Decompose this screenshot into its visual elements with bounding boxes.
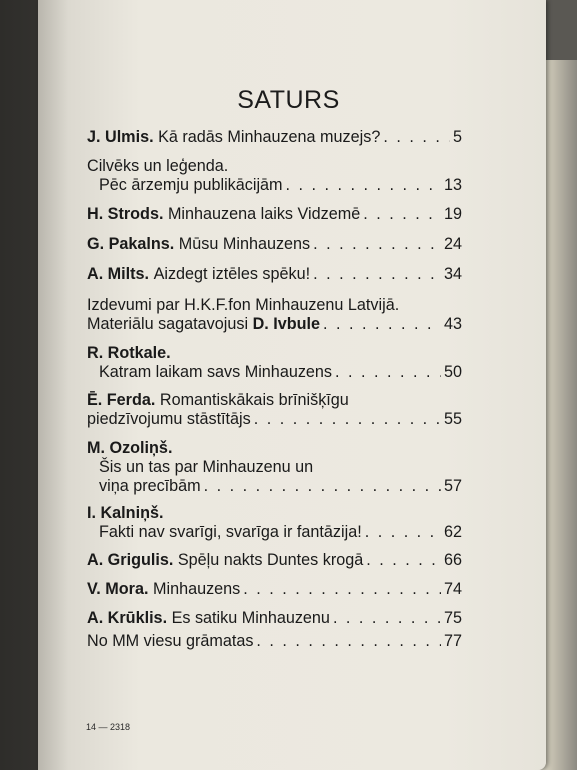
toc-title: Šis un tas par Minhauzenu un bbox=[99, 458, 314, 476]
toc-leader-dots bbox=[313, 265, 441, 284]
toc-page-number: 19 bbox=[443, 205, 462, 223]
toc-author: H. Strods. bbox=[87, 205, 164, 223]
toc-page-number: 55 bbox=[443, 410, 462, 428]
toc-page-number: 43 bbox=[443, 315, 462, 333]
toc-entry bbox=[87, 344, 462, 382]
toc-entry bbox=[87, 265, 462, 284]
toc-entry bbox=[87, 205, 462, 224]
toc-title: No MM viesu grāmatas bbox=[87, 632, 254, 650]
toc-title: Izdevumi par H.K.F.fon Minhauzenu Latvijā. bbox=[87, 296, 400, 314]
toc-page-number: 5 bbox=[452, 128, 462, 146]
toc-title: Spēļu nakts Duntes krogā bbox=[177, 551, 364, 569]
toc-leader-dots bbox=[335, 363, 441, 382]
toc-page-number: 50 bbox=[443, 363, 462, 381]
toc-entry bbox=[87, 609, 462, 628]
toc-title: Katram laikam savs Minhauzens bbox=[99, 363, 333, 381]
toc-title: Kā radās Minhauzena muzejs? bbox=[158, 128, 381, 146]
toc-author: J. Ulmis. bbox=[87, 128, 154, 146]
toc-entry bbox=[87, 391, 462, 429]
toc-page-number: 34 bbox=[443, 265, 462, 283]
toc-page-number: 74 bbox=[443, 580, 462, 598]
toc-leader-dots bbox=[365, 523, 441, 542]
toc-leader-dots bbox=[286, 176, 441, 195]
toc-leader-dots bbox=[256, 632, 441, 651]
toc-page-number: 57 bbox=[443, 477, 462, 495]
toc-compiler: D. Ivbule bbox=[252, 315, 321, 333]
toc-author: A. Krūklis. bbox=[87, 609, 168, 627]
toc-title: Aizdegt iztēles spēku! bbox=[153, 265, 311, 283]
toc-author: A. Grigulis. bbox=[87, 551, 174, 569]
toc-page-number: 24 bbox=[443, 235, 462, 253]
toc-leader-dots bbox=[323, 315, 441, 334]
toc-title: Romantiskākais brīnišķīgu bbox=[159, 391, 349, 409]
toc-author: V. Mora. bbox=[87, 580, 149, 598]
toc-leader-dots bbox=[313, 235, 441, 254]
signature-mark: 14 — 2318 bbox=[86, 722, 131, 732]
toc-title-continued: Materiālu sagatavojusi bbox=[87, 315, 249, 333]
toc-title-continued: piedzīvojumu stāstītājs bbox=[87, 410, 251, 428]
toc-leader-dots bbox=[383, 128, 450, 147]
toc-entry bbox=[87, 504, 462, 542]
toc-entry bbox=[87, 128, 462, 147]
toc-author: A. Milts. bbox=[87, 265, 150, 283]
toc-title: Es satiku Minhauzenu bbox=[171, 609, 330, 627]
toc-entry bbox=[87, 439, 462, 496]
book-page bbox=[38, 0, 546, 770]
toc-leader-dots bbox=[333, 609, 441, 628]
toc-page-number: 77 bbox=[443, 632, 462, 650]
toc-author: R. Rotkale. bbox=[87, 344, 171, 362]
toc-author: G. Pakalns. bbox=[87, 235, 175, 253]
toc-entry bbox=[87, 551, 462, 570]
toc-leader-dots bbox=[243, 580, 441, 599]
toc-author: Ē. Ferda. bbox=[87, 391, 156, 409]
toc-entry bbox=[87, 296, 462, 334]
toc-page-number: 75 bbox=[443, 609, 462, 627]
toc-page-number: 62 bbox=[443, 523, 462, 541]
toc-page-number: 13 bbox=[443, 176, 462, 194]
page-title: SATURS bbox=[237, 86, 340, 114]
toc-title: Fakti nav svarīgi, svarīga ir fantāzija! bbox=[99, 523, 362, 541]
toc-title: Minhauzens bbox=[152, 580, 241, 598]
toc-title: Mūsu Minhauzens bbox=[178, 235, 311, 253]
toc-author: M. Ozoliņš. bbox=[87, 439, 173, 457]
toc-title-continued: Pēc ārzemju publikācijām bbox=[99, 176, 283, 194]
toc-title: Cilvēks un leģenda. bbox=[87, 157, 229, 175]
toc-leader-dots bbox=[363, 205, 441, 224]
toc-title-continued: viņa precībām bbox=[99, 477, 201, 495]
toc-entry bbox=[87, 580, 462, 599]
toc-leader-dots bbox=[254, 410, 441, 429]
toc-leader-dots bbox=[204, 477, 441, 496]
toc-page-number: 66 bbox=[443, 551, 462, 569]
toc-entry bbox=[87, 235, 462, 254]
toc-leader-dots bbox=[366, 551, 441, 570]
toc-entry bbox=[87, 157, 462, 195]
toc-title: Minhauzena laiks Vidzemē bbox=[167, 205, 361, 223]
toc-author: I. Kalniņš. bbox=[87, 504, 164, 522]
toc-entry bbox=[87, 632, 462, 651]
